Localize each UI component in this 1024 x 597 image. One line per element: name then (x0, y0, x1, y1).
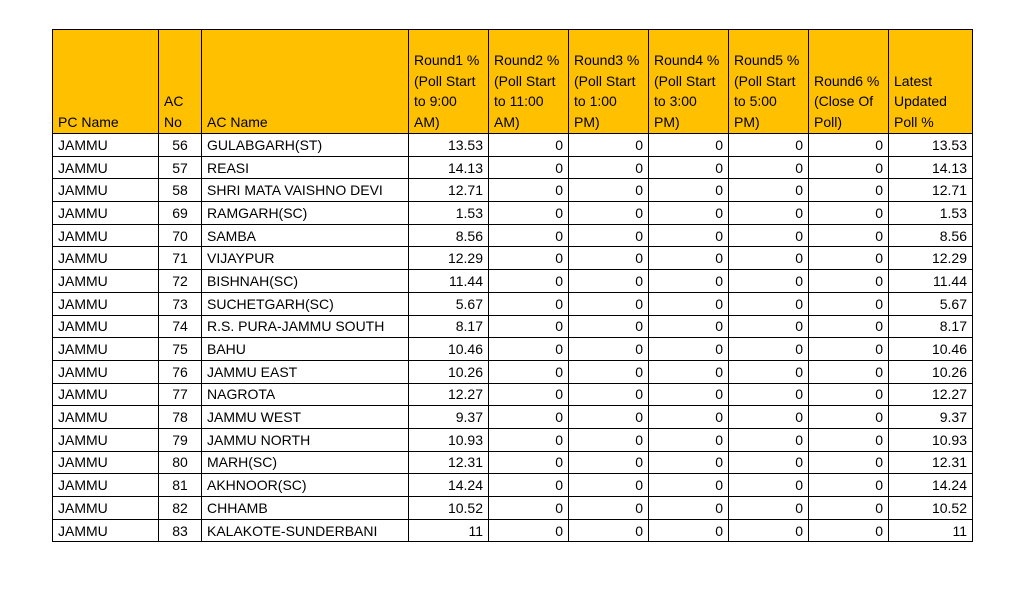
table-row (53, 270, 973, 293)
round6-cell: 0 (809, 156, 889, 179)
round6-cell: 0 (809, 270, 889, 293)
latest-poll-cell: 10.26 (889, 360, 973, 383)
round6-cell: 0 (809, 202, 889, 225)
ac-no-cell: 81 (159, 474, 202, 497)
table-row (53, 451, 973, 474)
header-pc-name: PC Name (53, 30, 159, 134)
pc-name-cell: JAMMU (53, 292, 159, 315)
pc-name-cell: JAMMU (53, 202, 159, 225)
round5-cell: 0 (729, 134, 809, 157)
ac-no-cell: 70 (159, 224, 202, 247)
table-row (53, 292, 973, 315)
round2-cell: 0 (489, 360, 569, 383)
round1-cell: 9.37 (409, 406, 489, 429)
round2-cell: 0 (489, 406, 569, 429)
round4-cell: 0 (649, 247, 729, 270)
header-row (53, 30, 973, 134)
ac-no-cell: 73 (159, 292, 202, 315)
round3-cell: 0 (569, 383, 649, 406)
round1-cell: 12.71 (409, 179, 489, 202)
ac-no-cell: 69 (159, 202, 202, 225)
round5-cell: 0 (729, 474, 809, 497)
round3-cell: 0 (569, 247, 649, 270)
table-row (53, 156, 973, 179)
round6-cell: 0 (809, 360, 889, 383)
round3-cell: 0 (569, 156, 649, 179)
round2-cell: 0 (489, 202, 569, 225)
round6-cell: 0 (809, 134, 889, 157)
round1-cell: 10.93 (409, 428, 489, 451)
pc-name-cell: JAMMU (53, 338, 159, 361)
pc-name-cell: JAMMU (53, 179, 159, 202)
round4-cell: 0 (649, 202, 729, 225)
round6-cell: 0 (809, 315, 889, 338)
round5-cell: 0 (729, 451, 809, 474)
round5-cell: 0 (729, 383, 809, 406)
table-row (53, 406, 973, 429)
pc-name-cell: JAMMU (53, 428, 159, 451)
latest-poll-cell: 5.67 (889, 292, 973, 315)
round4-cell: 0 (649, 474, 729, 497)
round6-cell: 0 (809, 247, 889, 270)
ac-no-cell: 78 (159, 406, 202, 429)
poll-table (52, 29, 973, 542)
round2-cell: 0 (489, 428, 569, 451)
round2-cell: 0 (489, 383, 569, 406)
header-round1: Round1 %(Poll Start to 9:00 AM) (409, 30, 489, 134)
header-round3: Round3 %(Poll Start to 1:00 PM) (569, 30, 649, 134)
round6-cell: 0 (809, 474, 889, 497)
round3-cell: 0 (569, 519, 649, 542)
ac-no-cell: 72 (159, 270, 202, 293)
round6-cell: 0 (809, 519, 889, 542)
round2-cell: 0 (489, 451, 569, 474)
latest-poll-cell: 1.53 (889, 202, 973, 225)
round4-cell: 0 (649, 179, 729, 202)
ac-name-cell: RAMGARH(SC) (202, 202, 409, 225)
round5-cell: 0 (729, 202, 809, 225)
table-row (53, 179, 973, 202)
header-round2: Round2 %(Poll Start to 11:00 AM) (489, 30, 569, 134)
table-row (53, 315, 973, 338)
latest-poll-cell: 12.29 (889, 247, 973, 270)
round6-cell: 0 (809, 383, 889, 406)
latest-poll-cell: 10.46 (889, 338, 973, 361)
round6-cell: 0 (809, 451, 889, 474)
ac-no-cell: 75 (159, 338, 202, 361)
header-ac-no: AC No (159, 30, 202, 134)
latest-poll-cell: 14.13 (889, 156, 973, 179)
round2-cell: 0 (489, 270, 569, 293)
round2-cell: 0 (489, 224, 569, 247)
latest-poll-cell: 12.27 (889, 383, 973, 406)
round3-cell: 0 (569, 292, 649, 315)
ac-name-cell: JAMMU EAST (202, 360, 409, 383)
round4-cell: 0 (649, 383, 729, 406)
header-round6: Round6 %(Close Of Poll) (809, 30, 889, 134)
round1-cell: 12.29 (409, 247, 489, 270)
latest-poll-cell: 9.37 (889, 406, 973, 429)
ac-no-cell: 79 (159, 428, 202, 451)
table-row (53, 383, 973, 406)
round4-cell: 0 (649, 519, 729, 542)
table-row (53, 134, 973, 157)
round6-cell: 0 (809, 179, 889, 202)
round3-cell: 0 (569, 474, 649, 497)
header-round5: Round5 %(Poll Start to 5:00 PM) (729, 30, 809, 134)
ac-name-cell: R.S. PURA-JAMMU SOUTH (202, 315, 409, 338)
round1-cell: 5.67 (409, 292, 489, 315)
round6-cell: 0 (809, 224, 889, 247)
round2-cell: 0 (489, 497, 569, 520)
round3-cell: 0 (569, 338, 649, 361)
round5-cell: 0 (729, 270, 809, 293)
round5-cell: 0 (729, 360, 809, 383)
round5-cell: 0 (729, 406, 809, 429)
table-row (53, 202, 973, 225)
ac-name-cell: SAMBA (202, 224, 409, 247)
ac-no-cell: 77 (159, 383, 202, 406)
round6-cell: 0 (809, 428, 889, 451)
round3-cell: 0 (569, 179, 649, 202)
table-row (53, 360, 973, 383)
round4-cell: 0 (649, 270, 729, 293)
round2-cell: 0 (489, 474, 569, 497)
ac-name-cell: JAMMU NORTH (202, 428, 409, 451)
latest-poll-cell: 10.52 (889, 497, 973, 520)
round4-cell: 0 (649, 224, 729, 247)
round1-cell: 11.44 (409, 270, 489, 293)
round1-cell: 13.53 (409, 134, 489, 157)
round2-cell: 0 (489, 292, 569, 315)
round5-cell: 0 (729, 497, 809, 520)
pc-name-cell: JAMMU (53, 247, 159, 270)
table-row (53, 519, 973, 542)
round4-cell: 0 (649, 428, 729, 451)
round2-cell: 0 (489, 156, 569, 179)
header-round4: Round4 %(Poll Start to 3:00 PM) (649, 30, 729, 134)
round5-cell: 0 (729, 292, 809, 315)
ac-no-cell: 58 (159, 179, 202, 202)
round1-cell: 10.46 (409, 338, 489, 361)
ac-name-cell: BISHNAH(SC) (202, 270, 409, 293)
ac-no-cell: 56 (159, 134, 202, 157)
round5-cell: 0 (729, 156, 809, 179)
pc-name-cell: JAMMU (53, 497, 159, 520)
round1-cell: 12.27 (409, 383, 489, 406)
ac-no-cell: 74 (159, 315, 202, 338)
round4-cell: 0 (649, 360, 729, 383)
latest-poll-cell: 8.56 (889, 224, 973, 247)
pc-name-cell: JAMMU (53, 156, 159, 179)
pc-name-cell: JAMMU (53, 519, 159, 542)
round6-cell: 0 (809, 497, 889, 520)
round3-cell: 0 (569, 270, 649, 293)
ac-name-cell: KALAKOTE-SUNDERBANI (202, 519, 409, 542)
round6-cell: 0 (809, 338, 889, 361)
round5-cell: 0 (729, 338, 809, 361)
round4-cell: 0 (649, 292, 729, 315)
round1-cell: 14.24 (409, 474, 489, 497)
round3-cell: 0 (569, 497, 649, 520)
pc-name-cell: JAMMU (53, 315, 159, 338)
ac-name-cell: AKHNOOR(SC) (202, 474, 409, 497)
round3-cell: 0 (569, 134, 649, 157)
round1-cell: 8.17 (409, 315, 489, 338)
round1-cell: 12.31 (409, 451, 489, 474)
round4-cell: 0 (649, 338, 729, 361)
round3-cell: 0 (569, 202, 649, 225)
round4-cell: 0 (649, 497, 729, 520)
table-row (53, 247, 973, 270)
round1-cell: 10.52 (409, 497, 489, 520)
round4-cell: 0 (649, 451, 729, 474)
round2-cell: 0 (489, 315, 569, 338)
header-ac-name: AC Name (202, 30, 409, 134)
round5-cell: 0 (729, 247, 809, 270)
pc-name-cell: JAMMU (53, 224, 159, 247)
ac-no-cell: 80 (159, 451, 202, 474)
round3-cell: 0 (569, 360, 649, 383)
pc-name-cell: JAMMU (53, 474, 159, 497)
ac-no-cell: 57 (159, 156, 202, 179)
round1-cell: 8.56 (409, 224, 489, 247)
header-latest: Latest Updated Poll % (889, 30, 973, 134)
pc-name-cell: JAMMU (53, 383, 159, 406)
round5-cell: 0 (729, 224, 809, 247)
poll-table-body (53, 134, 973, 542)
round4-cell: 0 (649, 134, 729, 157)
round2-cell: 0 (489, 247, 569, 270)
round3-cell: 0 (569, 428, 649, 451)
pc-name-cell: JAMMU (53, 451, 159, 474)
table-row (53, 338, 973, 361)
ac-name-cell: GULABGARH(ST) (202, 134, 409, 157)
table-row (53, 224, 973, 247)
round4-cell: 0 (649, 156, 729, 179)
round6-cell: 0 (809, 406, 889, 429)
round3-cell: 0 (569, 224, 649, 247)
round2-cell: 0 (489, 519, 569, 542)
ac-no-cell: 76 (159, 360, 202, 383)
ac-name-cell: BAHU (202, 338, 409, 361)
table-row (53, 428, 973, 451)
ac-no-cell: 83 (159, 519, 202, 542)
ac-name-cell: SUCHETGARH(SC) (202, 292, 409, 315)
ac-name-cell: NAGROTA (202, 383, 409, 406)
ac-name-cell: VIJAYPUR (202, 247, 409, 270)
pc-name-cell: JAMMU (53, 360, 159, 383)
latest-poll-cell: 10.93 (889, 428, 973, 451)
table-row (53, 474, 973, 497)
latest-poll-cell: 11 (889, 519, 973, 542)
ac-name-cell: SHRI MATA VAISHNO DEVI (202, 179, 409, 202)
round3-cell: 0 (569, 451, 649, 474)
ac-name-cell: MARH(SC) (202, 451, 409, 474)
ac-name-cell: JAMMU WEST (202, 406, 409, 429)
round3-cell: 0 (569, 315, 649, 338)
round5-cell: 0 (729, 428, 809, 451)
round4-cell: 0 (649, 406, 729, 429)
latest-poll-cell: 13.53 (889, 134, 973, 157)
ac-name-cell: REASI (202, 156, 409, 179)
latest-poll-cell: 12.71 (889, 179, 973, 202)
latest-poll-cell: 11.44 (889, 270, 973, 293)
table-row (53, 497, 973, 520)
round1-cell: 11 (409, 519, 489, 542)
pc-name-cell: JAMMU (53, 270, 159, 293)
round6-cell: 0 (809, 292, 889, 315)
round2-cell: 0 (489, 179, 569, 202)
round5-cell: 0 (729, 179, 809, 202)
round3-cell: 0 (569, 406, 649, 429)
round5-cell: 0 (729, 519, 809, 542)
latest-poll-cell: 8.17 (889, 315, 973, 338)
latest-poll-cell: 14.24 (889, 474, 973, 497)
round4-cell: 0 (649, 315, 729, 338)
ac-no-cell: 71 (159, 247, 202, 270)
round1-cell: 10.26 (409, 360, 489, 383)
round1-cell: 14.13 (409, 156, 489, 179)
latest-poll-cell: 12.31 (889, 451, 973, 474)
pc-name-cell: JAMMU (53, 406, 159, 429)
ac-name-cell: CHHAMB (202, 497, 409, 520)
round5-cell: 0 (729, 315, 809, 338)
pc-name-cell: JAMMU (53, 134, 159, 157)
round1-cell: 1.53 (409, 202, 489, 225)
ac-no-cell: 82 (159, 497, 202, 520)
round2-cell: 0 (489, 134, 569, 157)
round2-cell: 0 (489, 338, 569, 361)
